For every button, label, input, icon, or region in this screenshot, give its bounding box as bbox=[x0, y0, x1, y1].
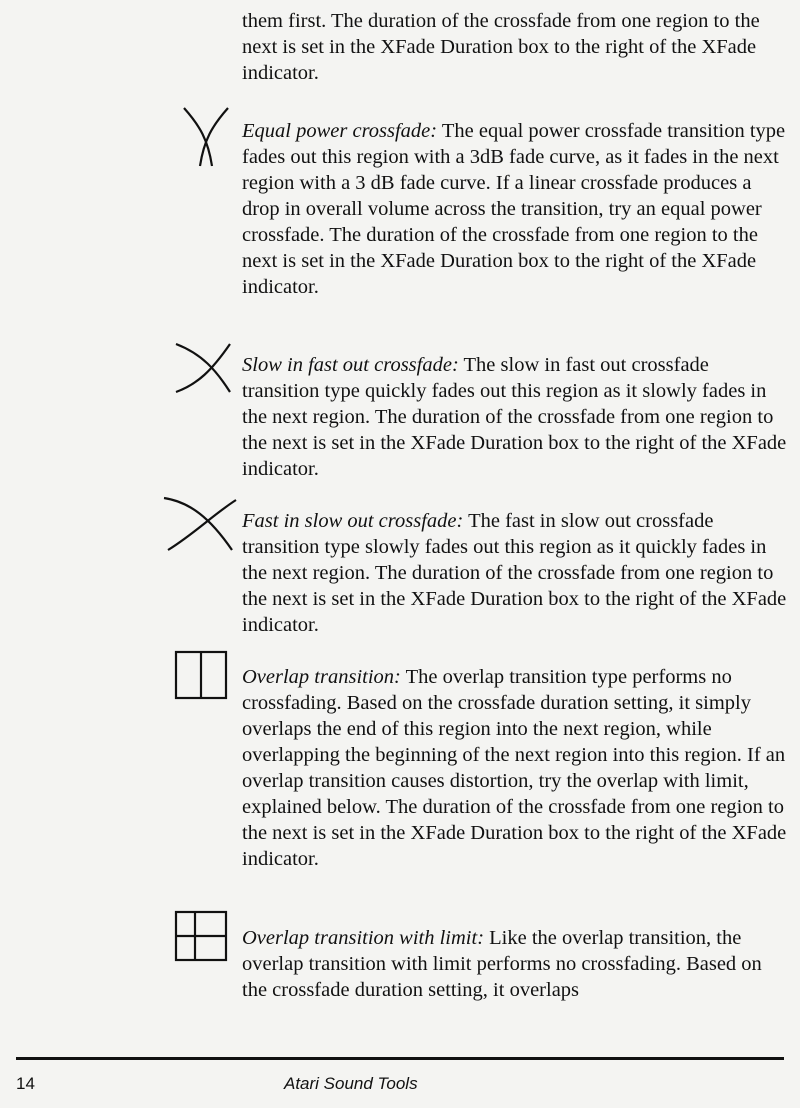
intro-text: them first. The duration of the crossfade from one region to the next is set in the XFade Duration box to the right of the XFade indicator. bbox=[242, 10, 760, 84]
entry-body: The equal power crossfade transition type fades out this region with a 3dB fade curve, as it fades in the next region with a 3 dB fade curve. If a linear crossfade produces a drop in overall volume across the transition, try an equal power crossfade. The duration of the crossfade from one region to the next is set in the XFade Duration box to the right of the XFade indicator. bbox=[242, 120, 786, 298]
slow-in-fast-out-crossfade-icon bbox=[172, 340, 236, 396]
equal-power-crossfade-icon bbox=[178, 104, 234, 168]
entry-body: The overlap transition type performs no crossfading. Based on the crossfade duration setting, it simply overlaps the end of this region into the next region, while overlapping the beginning of the next region into this region. If an overlap transition causes distortion, try the overlap with limit, explained below. The duration of the crossfade from one region to the next is set in the XFade Duration box to the right of the XFade indicator. bbox=[242, 666, 787, 870]
overlap-with-limit-icon bbox=[174, 910, 230, 964]
footer-title: Atari Sound Tools bbox=[284, 1074, 418, 1093]
entry-term: Fast in slow out crossfade: bbox=[242, 510, 464, 532]
entry-term: Slow in fast out crossfade: bbox=[242, 354, 459, 376]
entry-body: The fast in slow out crossfade transition type slowly fades out this region as it quickly fades in the next region. The duration of the crossfade from one region to the next is set in the XFade Duration box to the right of the XFade indicator. bbox=[242, 510, 787, 636]
entry-fast-in-slow-out bbox=[242, 508, 787, 638]
page-number: 14 bbox=[16, 1074, 35, 1093]
entry-term: Overlap transition: bbox=[242, 666, 401, 688]
entry-body: The slow in fast out crossfade transition type quickly fades out this region as it slowly fades in the next region. The duration of the crossfade from one region to the next is set in the XFade Duration box to the right of the XFade indicator. bbox=[242, 354, 787, 480]
fast-in-slow-out-crossfade-icon bbox=[160, 494, 240, 554]
overlap-transition-icon bbox=[174, 650, 230, 702]
entry-term: Overlap transition with limit: bbox=[242, 927, 485, 949]
entry-slow-in-fast-out bbox=[242, 352, 787, 482]
entry-overlap-with-limit bbox=[242, 925, 787, 1003]
entry-body: Like the overlap transition, the overlap transition with limit performs no crossfading. Based on the crossfade duration setting, it overlaps bbox=[242, 927, 762, 1001]
intro-paragraph bbox=[242, 8, 787, 86]
entry-term: Equal power crossfade: bbox=[242, 120, 438, 142]
entry-overlap bbox=[242, 664, 787, 872]
footer-rule bbox=[16, 1057, 784, 1060]
entry-equal-power bbox=[242, 118, 787, 300]
